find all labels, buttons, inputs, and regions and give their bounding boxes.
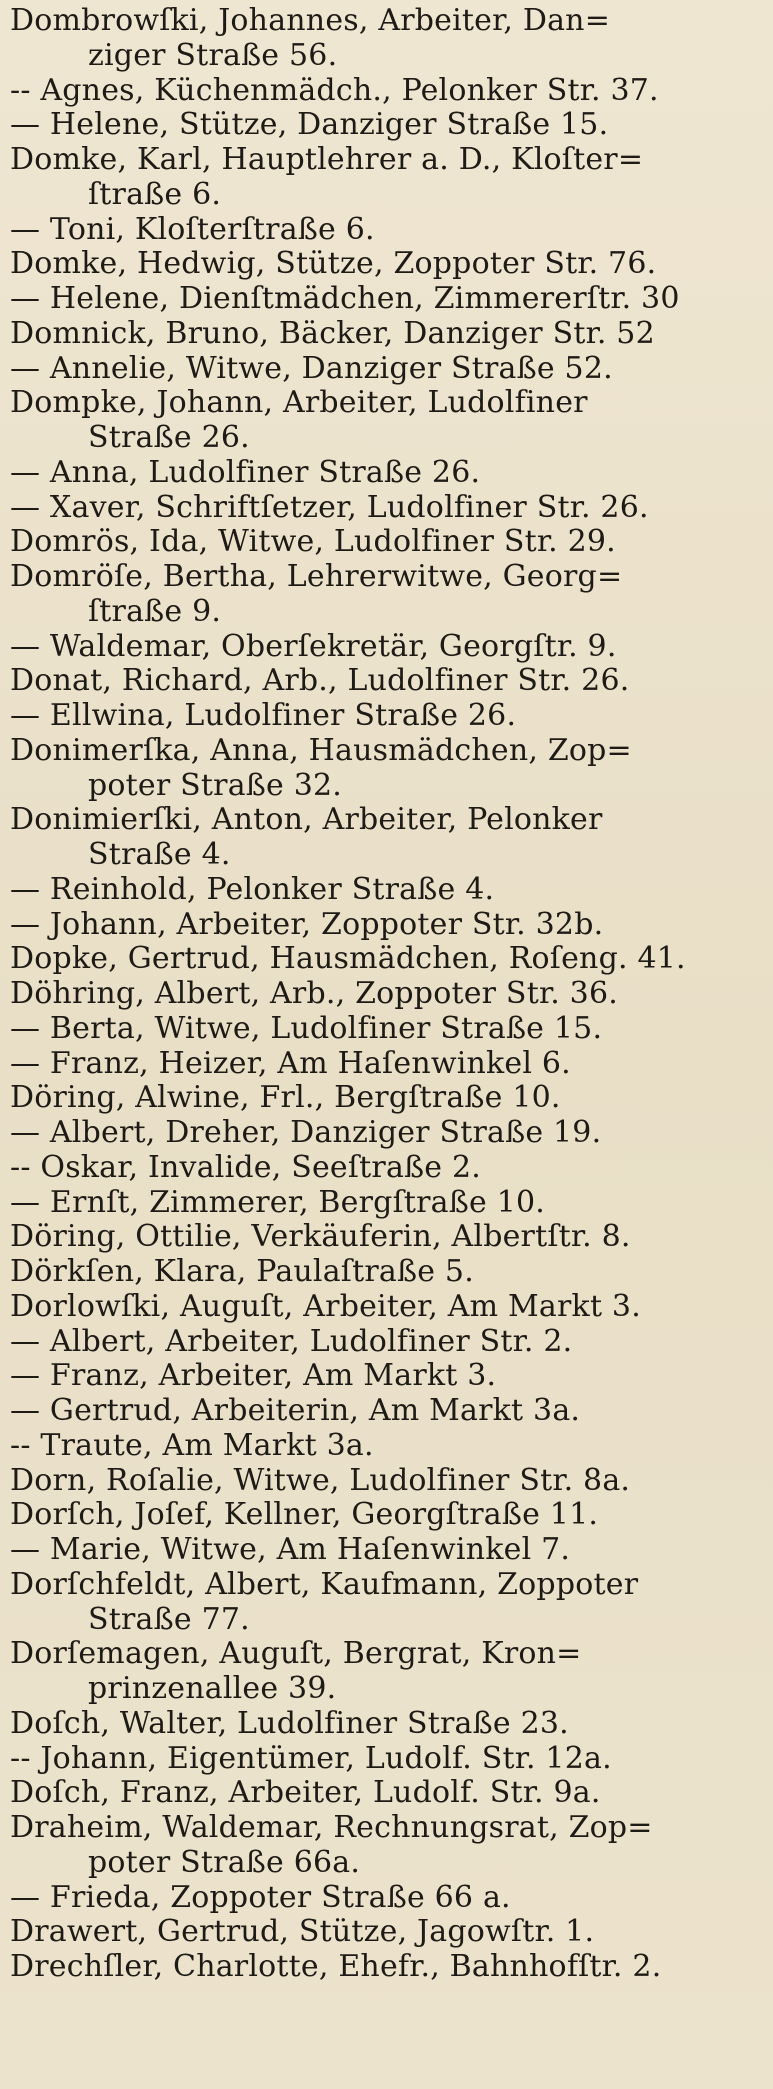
directory-entry — [10, 1637, 765, 1707]
directory-entry — [10, 1151, 765, 1186]
entry-line: Domke, Karl, Hauptlehrer a. D., Kloſter= — [10, 143, 644, 177]
directory-entry — [10, 143, 765, 213]
directory-entry — [10, 630, 765, 665]
entry-line: Domröſe, Bertha, Lehrerwitwe, Georg= — [10, 560, 623, 594]
directory-entry — [10, 1464, 765, 1499]
entry-line: — Ellwina, Ludolfiner Straße 26. — [10, 699, 517, 733]
entry-continuation-line: ziger Straße 56. — [88, 38, 338, 73]
directory-entry — [10, 1012, 765, 1047]
entry-line: Dorlowſki, Auguſt, Arbeiter, Am Markt 3. — [10, 1289, 641, 1324]
directory-entry — [10, 1707, 765, 1742]
entry-continuation-line: Straße 77. — [88, 1602, 250, 1637]
directory-entry — [10, 1533, 765, 1568]
entry-line: — Annelie, Witwe, Danziger Straße 52. — [10, 351, 613, 386]
directory-entry — [10, 1915, 765, 1950]
entry-line: -- Oskar, Invalide, Seeſtraße 2. — [10, 1150, 482, 1185]
entry-line: Dombrowſki, Johannes, Arbeiter, Dan= — [10, 4, 611, 38]
directory-entry — [10, 1290, 765, 1325]
entry-line: Domrös, Ida, Witwe, Ludolfiner Str. 29. — [10, 525, 616, 560]
directory-entry — [10, 942, 765, 977]
entry-line: Dopke, Gertrud, Hausmädchen, Roſeng. 41. — [10, 942, 686, 977]
directory-entry — [10, 1047, 765, 1082]
entry-line: — Toni, Kloſterſtraße 6. — [10, 212, 375, 247]
entry-line: — Xaver, Schriftſetzer, Ludolfiner Str. 26. — [10, 490, 649, 525]
directory-entry — [10, 560, 765, 630]
entry-line: — Frieda, Zoppoter Straße 66 a. — [10, 1880, 511, 1915]
directory-entry — [10, 1950, 765, 1985]
entry-line: — Anna, Ludolfiner Straße 26. — [10, 455, 481, 490]
entry-line: — Reinhold, Pelonker Straße 4. — [10, 872, 495, 907]
directory-entry — [10, 74, 765, 109]
entry-line: Drawert, Gertrud, Stütze, Jagowſtr. 1. — [10, 1915, 595, 1950]
entry-continuation-line: prinzenallee 39. — [88, 1672, 337, 1706]
entry-continuation-line: poter Straße 32. — [88, 768, 343, 803]
directory-entry — [10, 908, 765, 943]
directory-entry — [10, 282, 765, 317]
entry-line: Donat, Richard, Arb., Ludolfiner Str. 26. — [10, 664, 630, 699]
directory-entry — [10, 1429, 765, 1464]
entry-line: — Gertrud, Arbeiterin, Am Markt 3a. — [10, 1394, 581, 1428]
directory-entry — [10, 1081, 765, 1116]
directory-entry — [10, 1220, 765, 1255]
entry-line: Doſch, Walter, Ludolfiner Straße 23. — [10, 1706, 569, 1741]
entry-line: -- Traute, Am Markt 3a. — [10, 1428, 374, 1463]
entry-line: — Johann, Arbeiter, Zoppoter Str. 32b. — [10, 907, 604, 942]
directory-entry — [10, 873, 765, 908]
entry-line: — Waldemar, Oberſekretär, Georgſtr. 9. — [10, 629, 617, 664]
directory-entry — [10, 491, 765, 526]
directory-entry — [10, 734, 765, 804]
entry-line: Dorſchfeldt, Albert, Kaufmann, Zoppoter — [10, 1567, 639, 1602]
directory-entry — [10, 1116, 765, 1151]
entry-line: — Helene, Dienſtmädchen, Zimmererſtr. 30 — [10, 282, 680, 316]
entry-line: — Albert, Dreher, Danziger Straße 19. — [10, 1116, 602, 1150]
directory-entry — [10, 664, 765, 699]
entry-line: — Albert, Arbeiter, Ludolfiner Str. 2. — [10, 1324, 573, 1359]
directory-entry — [10, 525, 765, 560]
entry-continuation-line: poter Straße 66a. — [88, 1845, 361, 1880]
directory-entry — [10, 317, 765, 352]
directory-entry — [10, 803, 765, 873]
entry-continuation-line: ſtraße 6. — [88, 177, 222, 212]
entry-line: Doſch, Franz, Arbeiter, Ludolf. Str. 9a. — [10, 1776, 601, 1811]
directory-entry — [10, 108, 765, 143]
entry-line: Dorſemagen, Auguſt, Bergrat, Kron= — [10, 1637, 582, 1672]
entry-line: — Berta, Witwe, Ludolfiner Straße 15. — [10, 1011, 603, 1046]
entry-line: — Marie, Witwe, Am Haſenwinkel 7. — [10, 1533, 571, 1567]
directory-entries — [10, 4, 765, 1985]
directory-entry — [10, 1394, 765, 1429]
entry-line: -- Agnes, Küchenmädch., Pelonker Str. 37. — [10, 73, 659, 108]
entry-line: Dörkſen, Klara, Paulaſtraße 5. — [10, 1255, 474, 1289]
directory-entry — [10, 386, 765, 456]
directory-entry — [10, 247, 765, 282]
directory-entry — [10, 1811, 765, 1881]
directory-entry — [10, 1359, 765, 1394]
directory-entry — [10, 1498, 765, 1533]
entry-line: Dompke, Johann, Arbeiter, Ludolfiner — [10, 386, 588, 421]
entry-line: -- Johann, Eigentümer, Ludolf. Str. 12a. — [10, 1741, 612, 1776]
entry-line: — Franz, Heizer, Am Haſenwinkel 6. — [10, 1046, 571, 1081]
entry-line: Döring, Ottilie, Verkäuferin, Albertſtr. 8. — [10, 1220, 631, 1255]
entry-line: Dorn, Roſalie, Witwe, Ludolfiner Str. 8a. — [10, 1463, 631, 1498]
directory-entry — [10, 456, 765, 491]
entry-line: Döring, Alwine, Frl., Bergſtraße 10. — [10, 1081, 561, 1116]
entry-line: Draheim, Waldemar, Rechnungsrat, Zop= — [10, 1811, 653, 1845]
entry-line: Domnick, Bruno, Bäcker, Danziger Str. 52 — [10, 316, 655, 351]
directory-entry — [10, 1881, 765, 1916]
entry-line: Dorſch, Joſef, Kellner, Georgſtraße 11. — [10, 1498, 599, 1533]
directory-entry — [10, 1568, 765, 1638]
entry-continuation-line: Straße 26. — [88, 421, 250, 455]
directory-entry — [10, 213, 765, 248]
directory-entry — [10, 1742, 765, 1777]
directory-entry — [10, 699, 765, 734]
entry-line: Döhring, Albert, Arb., Zoppoter Str. 36. — [10, 977, 618, 1011]
directory-entry — [10, 977, 765, 1012]
directory-entry — [10, 352, 765, 387]
directory-entry — [10, 4, 765, 74]
directory-entry — [10, 1325, 765, 1360]
entry-continuation-line: ſtraße 9. — [88, 594, 222, 629]
directory-entry — [10, 1186, 765, 1221]
entry-line: Domke, Hedwig, Stütze, Zoppoter Str. 76. — [10, 247, 657, 282]
entry-line: — Ernſt, Zimmerer, Bergſtraße 10. — [10, 1185, 545, 1220]
entry-line: Donimierſki, Anton, Arbeiter, Pelonker — [10, 803, 603, 838]
entry-line: — Franz, Arbeiter, Am Markt 3. — [10, 1359, 497, 1394]
entry-line: Drechſler, Charlotte, Ehefr., Bahnhofſtr. 2. — [10, 1950, 662, 1984]
directory-entry — [10, 1776, 765, 1811]
entry-continuation-line: Straße 4. — [88, 838, 231, 872]
entry-line: — Helene, Stütze, Danziger Straße 15. — [10, 108, 609, 143]
directory-entry — [10, 1255, 765, 1290]
entry-line: Donimerſka, Anna, Hausmädchen, Zop= — [10, 733, 632, 768]
